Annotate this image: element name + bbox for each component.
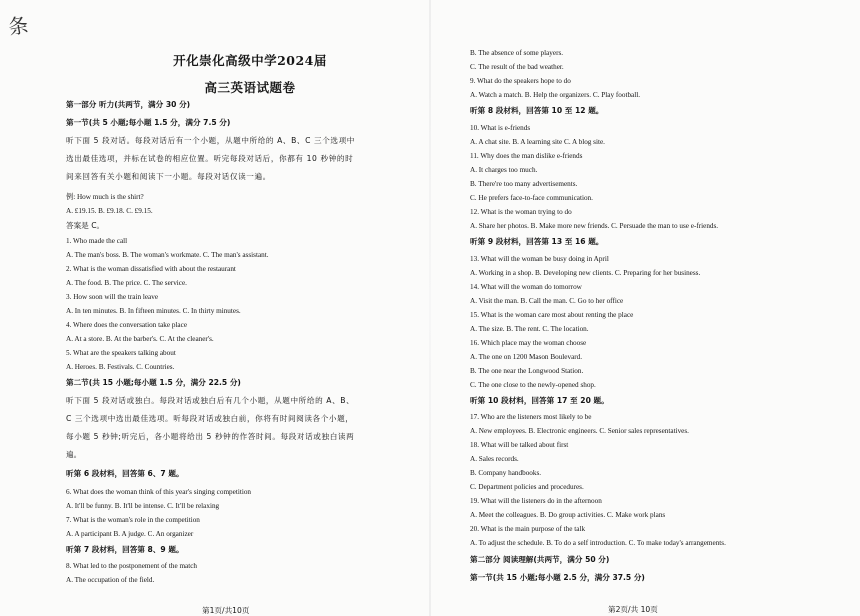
question-5-options: A. Heroes. B. Festivals. C. Countries.	[66, 363, 175, 371]
section-two-instruction-1: 听下面 5 段对话或独白。每段对话或独白后有几个小题，从题中所给的 A、B、	[66, 396, 355, 405]
question-11-option-a: A. It charges too much.	[470, 166, 538, 174]
question-12-options: A. Share her photos. B. Make more new friends. C. Persuade the man to use e-friends.	[470, 222, 719, 230]
reading-section-one-heading: 第一节(共 15 小题;每小题 2.5 分，满分 37.5 分)	[470, 573, 645, 582]
question-16-option-b: B. The one near the Longwood Station.	[470, 367, 584, 375]
exam-paper-title: 高三英语试题卷	[204, 80, 296, 95]
question-19-options: A. Meet the colleagues. B. Do group activities. C. Make work plans	[470, 511, 666, 519]
section-two-instruction-3: 每小题 5 秒钟;听完后，各小题将给出 5 秒钟的作答时间。每段对话或独白读两	[66, 432, 355, 441]
question-14-options: A. Visit the man. B. Call the man. C. Go to her office	[470, 297, 624, 305]
exam-page-2	[430, 0, 860, 616]
question-2-options: A. The food. B. The price. C. The service.	[66, 279, 187, 287]
question-8-option-a: A. The occupation of the field.	[66, 576, 155, 584]
question-9-options: A. Watch a match. B. Help the organizers. C. Play football.	[470, 91, 641, 99]
question-14: 14. What will the woman do tomorrow	[470, 283, 582, 291]
section-two-instruction-4: 遍。	[66, 450, 82, 459]
question-10: 10. What is e-friends	[470, 124, 531, 132]
question-15: 15. What is the woman care most about renting the place	[470, 311, 634, 319]
instruction-line-3: 间来回答有关小题和阅读下一小题。每段对话仅读一遍。	[66, 172, 271, 181]
question-4: 4. Where does the conversation take place	[66, 321, 188, 329]
question-3-options: A. In ten minutes. B. In fifteen minutes. C. In thirty minutes.	[66, 307, 241, 315]
question-7-options: A. A participant B. A judge. C. An organizer	[66, 530, 194, 538]
question-13: 13. What will the woman be busy doing in April	[470, 255, 609, 263]
part-one-heading: 第一部分 听力(共两节，满分 30 分)	[66, 100, 191, 109]
question-3: 3. How soon will the train leave	[66, 293, 159, 301]
material-10-heading: 听第 10 段材料，回答第 17 至 20 题。	[470, 396, 609, 405]
question-8-option-c: C. The result of the bad weather.	[470, 63, 564, 71]
example-answer: 答案是 C。	[66, 221, 105, 230]
question-8-option-b: B. The absence of some players.	[470, 49, 564, 57]
corner-handwritten-mark: 条	[6, 12, 31, 40]
question-16: 16. Which place may the woman choose	[470, 339, 587, 347]
question-16-option-a: A. The one on 1200 Mason Boulevard.	[470, 353, 583, 361]
question-12: 12. What is the woman trying to do	[470, 208, 572, 216]
section-one-heading: 第一节(共 5 小题;每小题 1.5 分，满分 7.5 分)	[66, 118, 231, 127]
question-2: 2. What is the woman dissatisfied with about the restaurant	[66, 265, 236, 273]
question-1-options: A. The man's boss. B. The woman's workmate. C. The man's assistant.	[66, 251, 269, 259]
question-18-option-c: C. Department policies and procedures.	[470, 483, 584, 491]
question-11-option-c: C. He prefers face-to-face communication.	[470, 194, 593, 202]
question-8: 8. What led to the postponement of the match	[66, 562, 198, 570]
question-16-option-c: C. The one close to the newly-opened shop.	[470, 381, 596, 389]
material-9-heading: 听第 9 段材料，回答第 13 至 16 题。	[470, 237, 604, 246]
question-4-options: A. At a store. B. At the barber's. C. At the cleaner's.	[66, 335, 214, 343]
instruction-line-2: 选出最佳选项，并标在试卷的相应位置。听完每段对话后，你都有 10 秒钟的时	[66, 154, 354, 163]
exam-school-title: 开化崇化高级中学2024届	[173, 53, 327, 68]
section-two-instruction-2: C 三个选项中选出最佳选项。听每段对话或独白前，你将有时间阅读各个小题，	[66, 414, 354, 423]
question-15-options: A. The size. B. The rent. C. The location.	[470, 325, 589, 333]
question-20: 20. What is the main purpose of the talk	[470, 525, 586, 533]
question-6-options: A. It'll be funny. B. It'll be intense. C. It'll be relaxing	[66, 502, 220, 510]
question-13-options: A. Working in a shop. B. Developing new clients. C. Preparing for her business.	[470, 269, 701, 277]
example-options: A. £19.15. B. £9.18. C. £9.15.	[66, 207, 153, 215]
material-8-heading: 听第 8 段材料，回答第 10 至 12 题。	[470, 106, 604, 115]
question-7: 7. What is the woman's role in the competition	[66, 516, 200, 524]
question-5: 5. What are the speakers talking about	[66, 349, 176, 357]
question-18-option-a: A. Sales records.	[470, 455, 519, 463]
section-two-heading: 第二节(共 15 小题;每小题 1.5 分，满分 22.5 分)	[66, 378, 241, 387]
question-17-options: A. New employees. B. Electronic engineers. C. Senior sales representatives.	[470, 427, 689, 435]
question-18: 18. What will be talked about first	[470, 441, 569, 449]
material-6-heading: 听第 6 段材料，回答第 6、7 题。	[66, 469, 184, 478]
instruction-line-1: 听下面 5 段对话。每段对话后有一个小题，从题中所给的 A、B、C 三个选项中	[66, 136, 355, 145]
question-20-options: A. To adjust the schedule. B. To do a self introduction. C. To make today's arrangements.	[470, 539, 726, 547]
question-11-option-b: B. There're too many advertisements.	[470, 180, 578, 188]
question-18-option-b: B. Company handbooks.	[470, 469, 542, 477]
question-10-options: A. A chat site. B. A learning site C. A blog site.	[470, 138, 605, 146]
question-19: 19. What will the listeners do in the afternoon	[470, 497, 602, 505]
example-question: 例: How much is the shirt?	[66, 193, 144, 201]
question-1: 1. Who made the call	[66, 237, 128, 245]
question-9: 9. What do the speakers hope to do	[470, 77, 571, 85]
question-6: 6. What does the woman think of this year's singing competition	[66, 488, 252, 496]
part-two-heading: 第二部分 阅读理解(共两节，满分 50 分)	[470, 555, 610, 564]
material-7-heading: 听第 7 段材料，回答第 8、9 题。	[66, 545, 184, 554]
page-1-footer: 第1页/共10页	[202, 606, 250, 615]
page-2-footer: 第2页/共 10页	[608, 605, 658, 614]
question-11: 11. Why does the man dislike e-friends	[470, 152, 583, 160]
question-17: 17. Who are the listeners most likely to be	[470, 413, 592, 421]
